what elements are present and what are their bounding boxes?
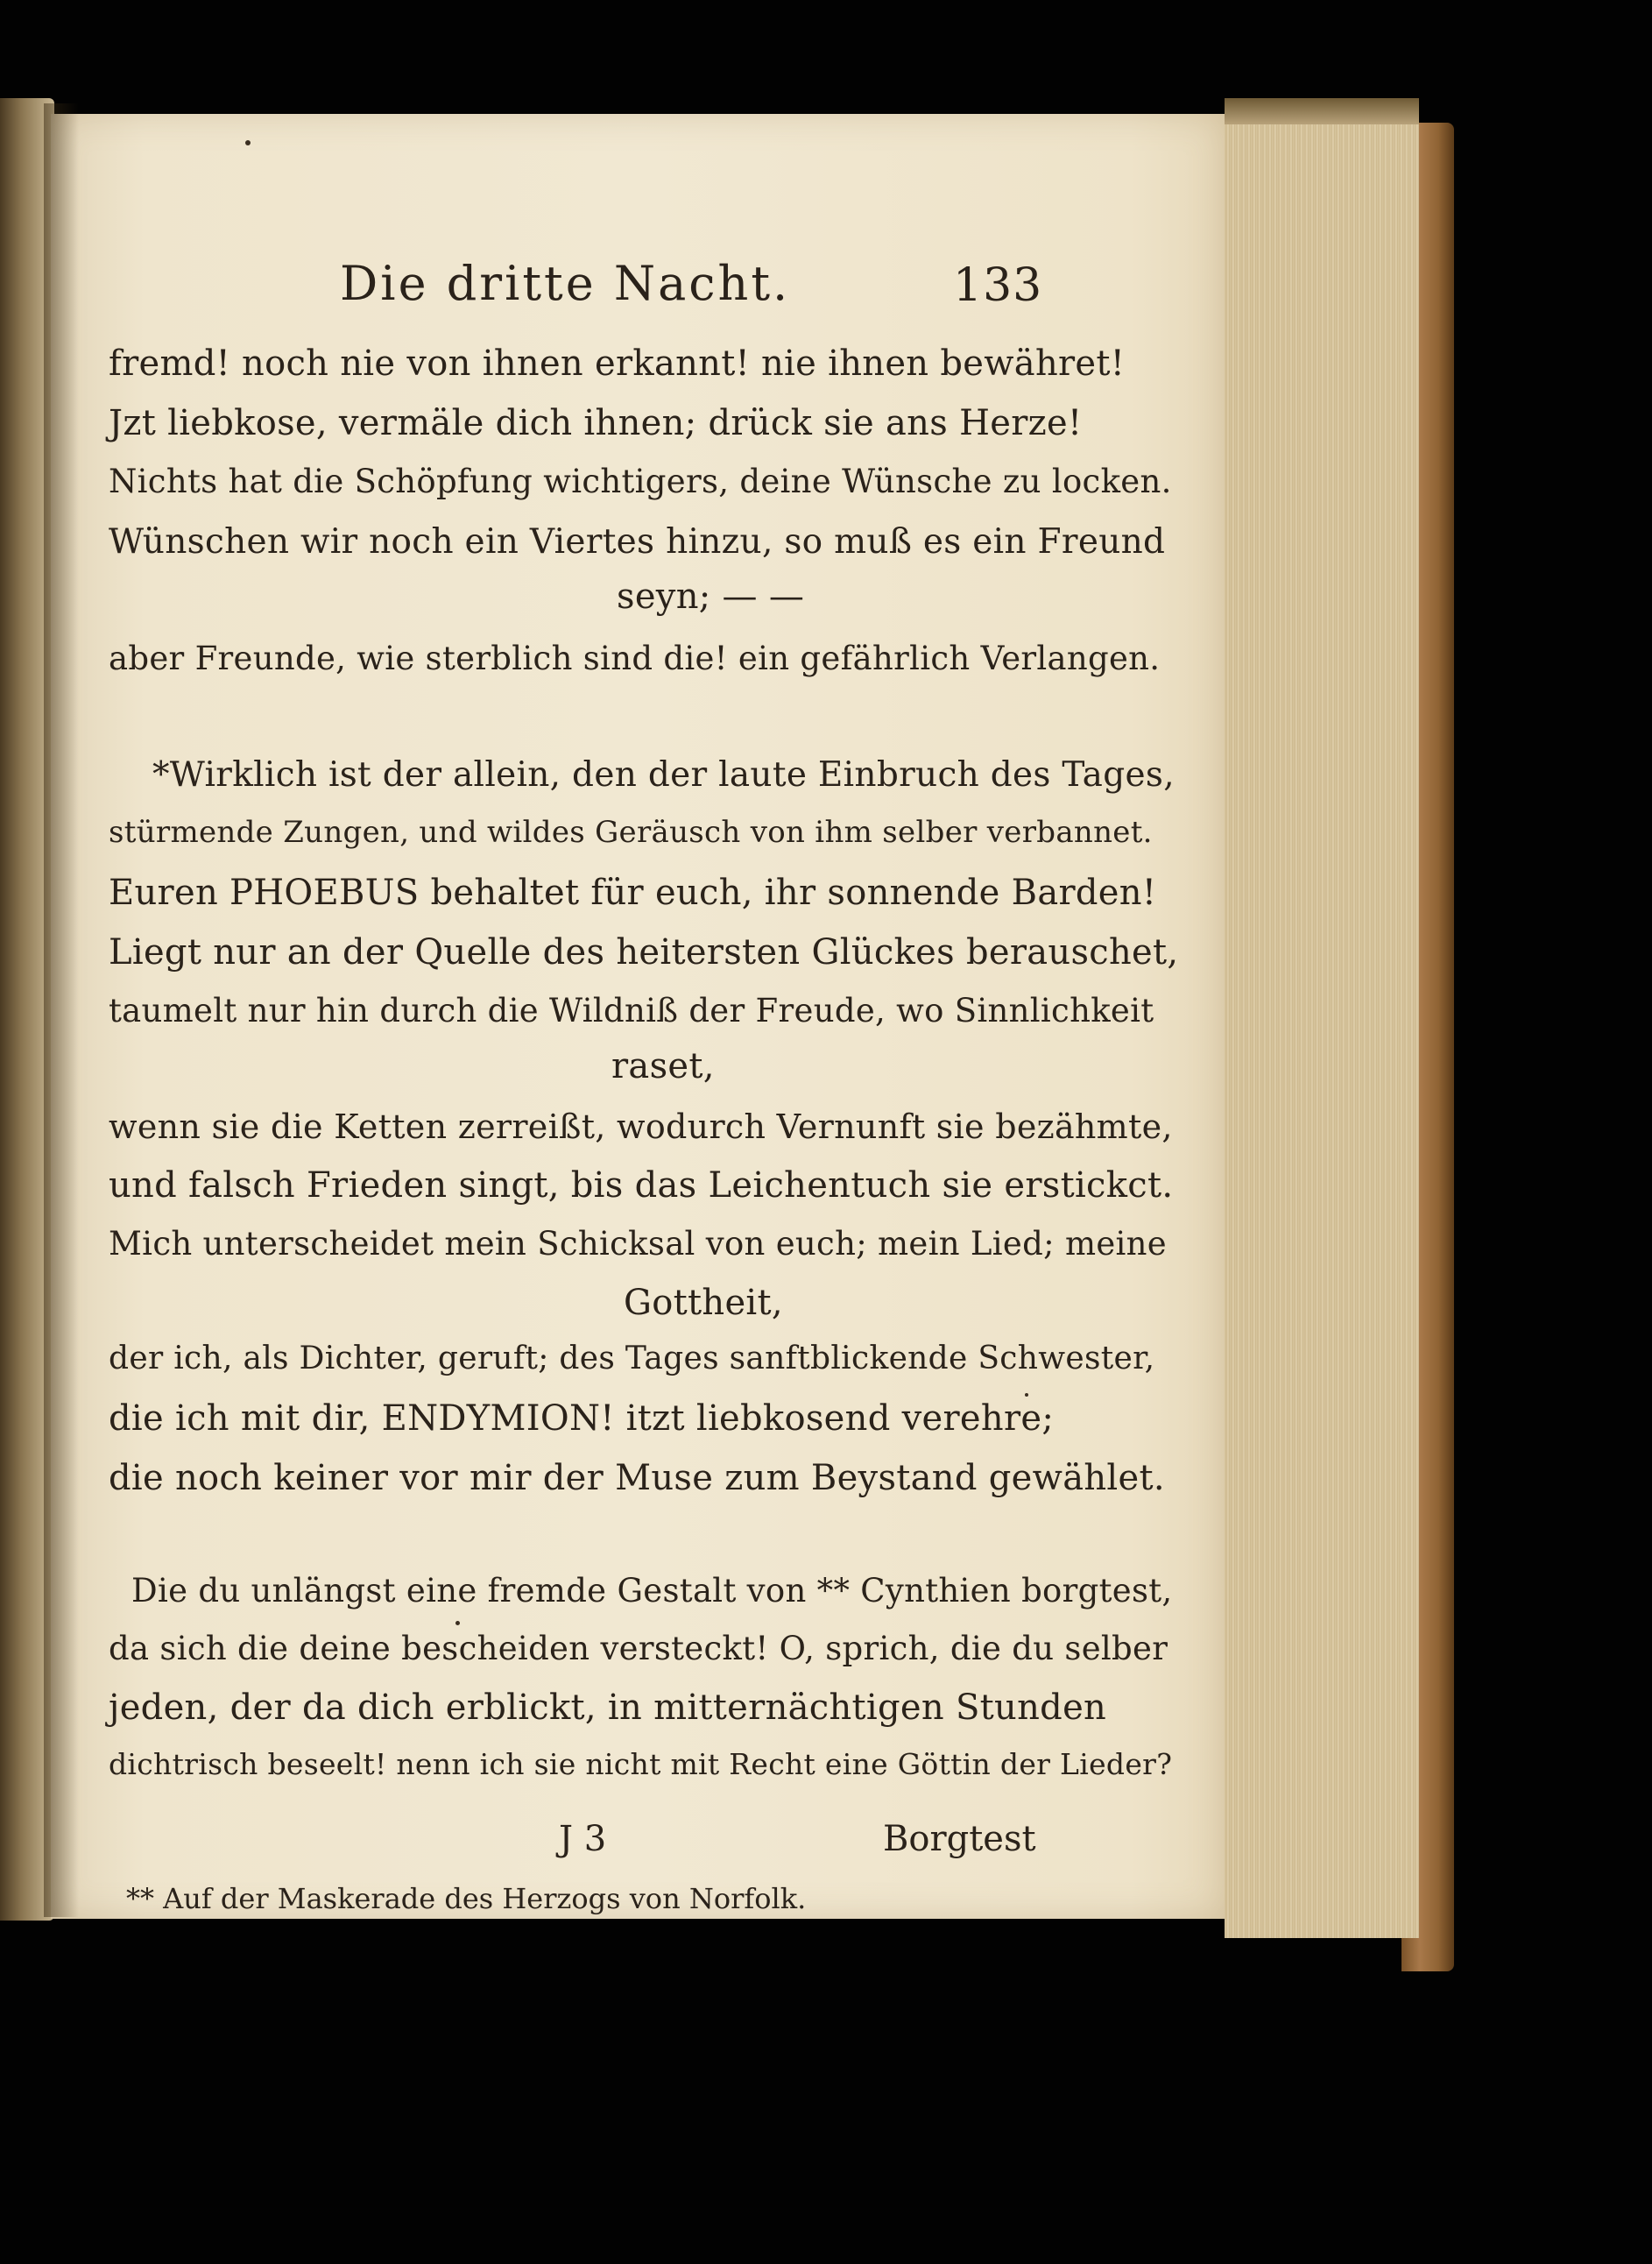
page-block-top <box>1225 98 1419 124</box>
page-text-block <box>51 114 1225 1919</box>
text-line: da sich die deine bescheiden versteckt! O, sprich, die du selber <box>109 1630 1168 1667</box>
text-line: die noch keiner vor mir der Muse zum Beystand gewählet. <box>109 1458 1165 1498</box>
paper-speck <box>1025 1393 1028 1397</box>
paper-speck <box>245 140 251 145</box>
text-line: die ich mit dir, ENDYMION! itzt liebkosend verehre; <box>109 1398 1055 1439</box>
text-line: Euren PHOEBUS behaltet für euch, ihr sonnende Barden! <box>109 873 1157 913</box>
text-line: jeden, der da dich erblickt, in mitternächtigen Stunden <box>109 1687 1107 1728</box>
text-line: der ich, als Dichter, geruft; des Tages sanftblickende Schwester, <box>109 1341 1155 1376</box>
signature-mark: J 3 <box>559 1819 607 1859</box>
text-line: aber Freunde, wie sterblich sind die! ein gefährlich Verlangen. <box>109 640 1161 677</box>
book-page <box>51 114 1225 1919</box>
text-line: Mich unterscheidet mein Schicksal von euch; mein Lied; meine <box>109 1225 1167 1263</box>
text-line: Wünschen wir noch ein Viertes hinzu, so muß es ein Freund <box>109 522 1166 562</box>
text-line: Die du unlängst eine fremde Gestalt von ** Cynthien borgtest, <box>131 1572 1173 1610</box>
text-line-runover: raset, <box>611 1046 715 1086</box>
text-line-runover: seyn; — — <box>617 577 805 617</box>
text-line: *Wirklich ist der allein, den der laute Einbruch des Tages, <box>152 755 1175 795</box>
text-line-runover: Gottheit, <box>624 1283 783 1323</box>
paper-speck <box>455 1621 460 1625</box>
text-line: Liegt nur an der Quelle des heitersten Glückes berauschet, <box>109 932 1179 973</box>
text-line: Nichts hat die Schöpfung wichtigers, deine Wünsche zu locken. <box>109 463 1172 500</box>
text-line: und falsch Frieden singt, bis das Leichentuch sie erstickct. <box>109 1165 1174 1206</box>
text-line: Jzt liebkose, vermäle dich ihnen; drück sie ans Herze! <box>109 403 1083 443</box>
footnote: ** Auf der Maskerade des Herzogs von Norfolk. <box>126 1882 807 1915</box>
catchword: Borgtest <box>883 1819 1036 1859</box>
text-line: taumelt nur hin durch die Wildniß der Freude, wo Sinnlichkeit <box>109 992 1154 1029</box>
page-number: 133 <box>953 259 1043 312</box>
text-line: wenn sie die Ketten zerreißt, wodurch Vernunft sie bezähmte, <box>109 1107 1173 1146</box>
text-line: fremd! noch nie von ihnen erkannt! nie ihnen bewähret! <box>109 343 1126 384</box>
gutter-shadow <box>44 103 79 1917</box>
page-block-edges <box>1225 98 1419 1938</box>
text-line: dichtrisch beseelt! nenn ich sie nicht mit Recht eine Göttin der Lieder? <box>109 1747 1173 1781</box>
text-line: stürmende Zungen, und wildes Geräusch von ihm selber verbannet. <box>109 815 1153 850</box>
running-title: Die dritte Nacht. <box>340 256 791 311</box>
